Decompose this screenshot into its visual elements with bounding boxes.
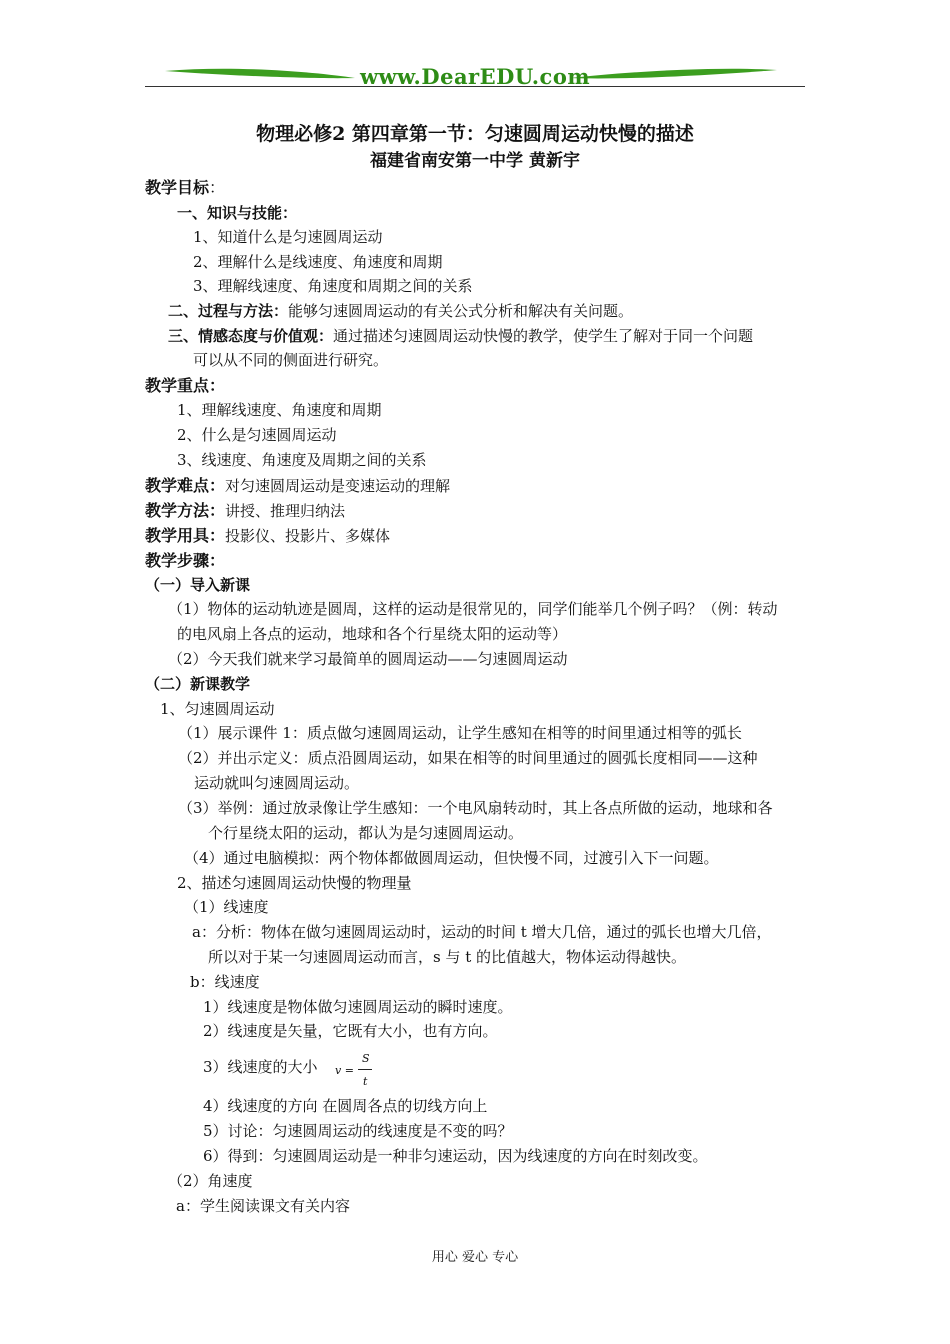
emotion-line-cont: 可以从不同的侧面进行研究。 [193, 351, 389, 369]
section-item: （1）展示课件 1：质点做匀速圆周运动，让学生感知在相等的时间里通过相等的弧长 [178, 724, 742, 742]
formula-numerator: S [362, 1052, 370, 1065]
section-item: （3）举例：通过放录像让学生感知：一个电风扇转动时，其上各点所做的运动，地球和各 [178, 799, 773, 817]
knowledge-heading: 一、知识与技能： [177, 204, 298, 222]
tools-line: 教学用具：投影仪、投影片、多媒体 [145, 526, 391, 545]
subitem-label: b：线速度 [190, 973, 260, 991]
difficulty-line: 教学难点：对匀速圆周运动是变速运动的理解 [145, 476, 451, 495]
subitem-label: a：学生阅读课文有关内容 [176, 1197, 350, 1215]
steps-heading: 教学步骤： [145, 551, 226, 570]
knowledge-item: 2、理解什么是线速度、角速度和周期 [193, 253, 443, 271]
subitem: 6）得到：匀速圆周运动是一种非匀速运动，因为线速度的方向在时刻改变。 [203, 1147, 708, 1165]
section-item-cont: 运动就叫匀速圆周运动。 [194, 774, 360, 792]
subsection-title: （1）线速度 [184, 898, 269, 916]
knowledge-item: 3、理解线速度、角速度和周期之间的关系 [193, 277, 473, 295]
keypoints-heading: 教学重点： [145, 376, 226, 395]
section-item: （4）通过电脑模拟：两个物体都做圆周运动，但快慢不同，过渡引入下一问题。 [184, 849, 719, 867]
section-item: （2）并出示定义：质点沿圆周运动，如果在相等的时间里通过的圆弧长度相同——这种 [178, 749, 758, 767]
intro-line: （2）今天我们就来学习最简单的圆周运动——匀速圆周运动 [168, 650, 568, 668]
subitem: 4）线速度的方向 在圆周各点的切线方向上 [203, 1097, 488, 1115]
keypoint-item: 1、理解线速度、角速度和周期 [177, 401, 382, 419]
intro-line: （1）物体的运动轨迹是圆周，这样的运动是很常见的，同学们能举几个例子吗？（例：转动 [168, 600, 778, 618]
formula-denominator: t [363, 1075, 368, 1088]
section-title: 1、匀速圆周运动 [160, 700, 275, 718]
process-line: 二、过程与方法：能够匀速圆周运动的有关公式分析和解决有关问题。 [168, 302, 634, 320]
subitem: 1）线速度是物体做匀速圆周运动的瞬时速度。 [203, 998, 513, 1016]
intro-line-cont: 的电风扇上各点的运动，地球和各个行星绕太阳的运动等） [177, 625, 568, 643]
emotion-line: 三、情感态度与价值观：通过描述匀速圆周运动快慢的教学，使学生了解对于同一个问题 [168, 327, 754, 345]
analysis-line-cont: 所以对于某一匀速圆周运动而言，s 与 t 的比值越大，物体运动得越快。 [208, 948, 687, 966]
section-title: 2、描述匀速圆周运动快慢的物理量 [177, 874, 412, 892]
subitem: 2）线速度是矢量，它既有大小，也有方向。 [203, 1022, 498, 1040]
header-rule [145, 86, 805, 87]
knowledge-item: 1、知道什么是匀速圆周运动 [193, 228, 383, 246]
page-title: 物理必修2 第四章第一节：匀速圆周运动快慢的描述 [256, 123, 694, 145]
analysis-line: a：分析：物体在做匀速圆周运动时，运动的时间 t 增大几倍，通过的弧长也增大几倍， [192, 923, 772, 941]
formula-lhs: v = [335, 1064, 354, 1077]
method-line: 教学方法：讲授、推理归纳法 [145, 501, 346, 520]
intro-heading: （一）导入新课 [145, 576, 251, 594]
goals-heading: 教学目标： [145, 178, 226, 197]
site-banner [145, 62, 805, 92]
section-item-cont: 个行星绕太阳的运动，都认为是匀速圆周运动。 [208, 824, 524, 842]
subitem: 3）线速度的大小 [203, 1058, 318, 1076]
subitem: 5）讨论：匀速圆周运动的线速度是不变的吗？ [203, 1122, 513, 1140]
author-line: 福建省南安第一中学 黄新宇 [370, 151, 580, 171]
logo-text: www.DearEDU.com [359, 64, 591, 89]
keypoint-item: 2、什么是匀速圆周运动 [177, 426, 337, 444]
new-lesson-heading: （二）新课教学 [145, 675, 251, 693]
keypoint-item: 3、线速度、角速度及周期之间的关系 [177, 451, 427, 469]
page-footer: 用心 爱心 专心 [431, 1250, 519, 1265]
subsection-title: （2）角速度 [168, 1172, 253, 1190]
formula-fraction-bar [358, 1069, 372, 1070]
